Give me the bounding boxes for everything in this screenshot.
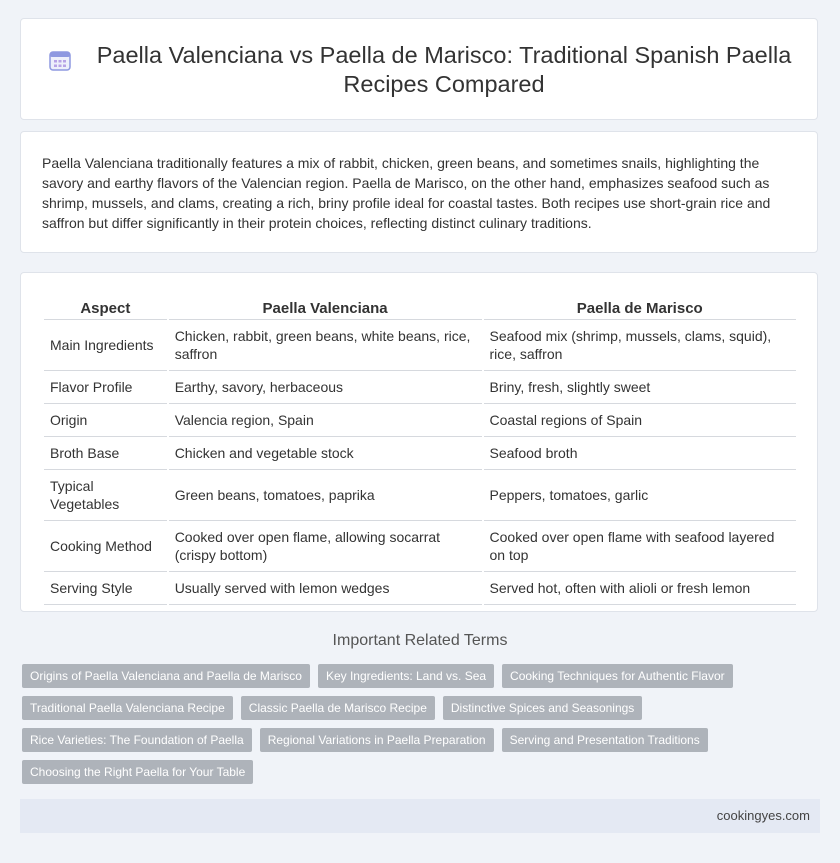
column-header-aspect: Aspect bbox=[44, 295, 167, 320]
table-row bbox=[44, 371, 796, 404]
related-term-tag[interactable]: Classic Paella de Marisco Recipe bbox=[241, 696, 435, 720]
marisco-cell: Coastal regions of Spain bbox=[484, 404, 796, 437]
aspect-cell: Flavor Profile bbox=[44, 371, 167, 404]
valenciana-cell: Earthy, savory, herbaceous bbox=[169, 371, 482, 404]
related-term-tag[interactable]: Regional Variations in Paella Preparation bbox=[260, 728, 494, 752]
aspect-cell: Cooking Method bbox=[44, 521, 167, 572]
aspect-cell: Serving Style bbox=[44, 572, 167, 605]
related-term-tag[interactable]: Distinctive Spices and Seasonings bbox=[443, 696, 642, 720]
valenciana-cell: Chicken and vegetable stock bbox=[169, 437, 482, 470]
related-term-tag[interactable]: Serving and Presentation Traditions bbox=[502, 728, 708, 752]
valenciana-cell: Green beans, tomatoes, paprika bbox=[169, 470, 482, 521]
aspect-cell: Broth Base bbox=[44, 437, 167, 470]
aspect-cell: Typical Vegetables bbox=[44, 470, 167, 521]
table-row bbox=[44, 404, 796, 437]
summary-card bbox=[20, 131, 818, 253]
column-header-marisco: Paella de Marisco bbox=[484, 295, 796, 320]
marisco-cell: Briny, fresh, slightly sweet bbox=[484, 371, 796, 404]
valenciana-cell: Valencia region, Spain bbox=[169, 404, 482, 437]
marisco-cell: Seafood mix (shrimp, mussels, clams, squid), rice, saffron bbox=[484, 320, 796, 371]
comparison-table-card bbox=[20, 272, 818, 612]
table-row bbox=[44, 470, 796, 521]
marisco-cell: Seafood broth bbox=[484, 437, 796, 470]
related-term-tag[interactable]: Traditional Paella Valenciana Recipe bbox=[22, 696, 233, 720]
valenciana-cell: Cooked over open flame, allowing socarrat (crispy bottom) bbox=[169, 521, 482, 572]
table-row bbox=[44, 572, 796, 605]
related-terms-heading: Important Related Terms bbox=[332, 632, 508, 649]
marisco-cell: Cooked over open flame with seafood layered on top bbox=[484, 521, 796, 572]
related-term-tag[interactable]: Cooking Techniques for Authentic Flavor bbox=[502, 664, 733, 688]
aspect-cell: Main Ingredients bbox=[44, 320, 167, 371]
header-card bbox=[20, 18, 818, 120]
footer bbox=[20, 799, 820, 833]
table-row bbox=[44, 437, 796, 470]
valenciana-cell: Usually served with lemon wedges bbox=[169, 572, 482, 605]
related-term-tag[interactable]: Key Ingredients: Land vs. Sea bbox=[318, 664, 494, 688]
table-row bbox=[44, 521, 796, 572]
related-terms-list bbox=[22, 664, 742, 792]
column-header-valenciana: Paella Valenciana bbox=[169, 295, 482, 320]
marisco-cell: Peppers, tomatoes, garlic bbox=[484, 470, 796, 521]
related-term-tag[interactable]: Origins of Paella Valenciana and Paella de Marisco bbox=[22, 664, 310, 688]
page-title: Paella Valenciana vs Paella de Marisco: Traditional Spanish Paella Recipes Compared bbox=[96, 42, 792, 97]
related-term-tag[interactable]: Rice Varieties: The Foundation of Paella bbox=[22, 728, 252, 752]
comparison-table bbox=[42, 295, 798, 605]
summary-text: Paella Valenciana traditionally features a mix of rabbit, chicken, green beans, and sometimes snails, highlighting the savory and earthy flavors of the Valencian region. Paella de Marisco, on the other hand, emphasizes seafood such as shrimp, mussels, and clams, creating a rich, briny profile ideal for coastal tastes. Both recipes use short-grain rice and saffron but differ significantly in their protein choices, reflecting distinct culinary traditions. bbox=[42, 155, 771, 231]
valenciana-cell: Chicken, rabbit, green beans, white beans, rice, saffron bbox=[169, 320, 482, 371]
marisco-cell: Served hot, often with alioli or fresh lemon bbox=[484, 572, 796, 605]
table-row bbox=[44, 320, 796, 371]
aspect-cell: Origin bbox=[44, 404, 167, 437]
table-header-row bbox=[44, 295, 796, 320]
site-name[interactable]: cookingyes.com bbox=[716, 808, 810, 823]
related-term-tag[interactable]: Choosing the Right Paella for Your Table bbox=[22, 760, 253, 784]
